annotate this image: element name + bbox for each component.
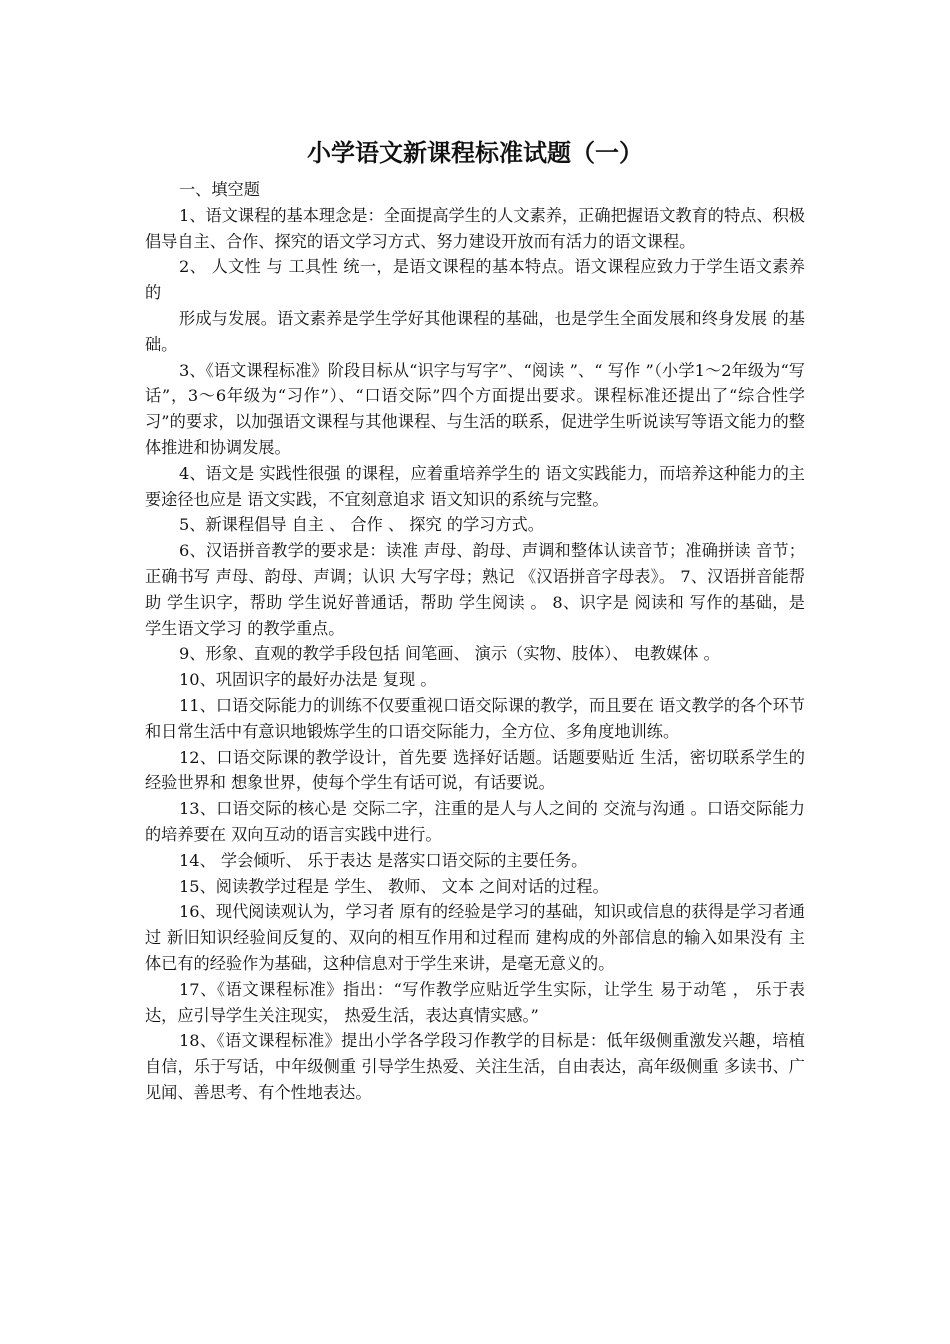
question-12: 12、口语交际课的教学设计，首先要 选择好话题。话题要贴近 生活，密切联系学生的 经验世界和 想象世界，使每个学生有话可说，有话要说。	[145, 747, 805, 793]
question-18: 18、《语文课程标准》提出小学各学段习作教学的目标是：低年级侧重激发兴趣，培植自信，乐于写话，中年级侧重 引导学生热爱、关注生活，自由表达，高年级侧重 多读书、广见闻、善思考、有个性地表达。	[145, 1031, 805, 1102]
question-14: 14、 学会倾听、 乐于表达 是落实口语交际的主要任务。	[179, 850, 588, 870]
question-9: 9、形象、直观的教学手段包括 间笔画、 演示（实物、肢体）、 电教媒体 。	[179, 644, 720, 664]
question-2-continued: 形成与发展。语文素养是学生学好其他课程的基础，也是学生全面发展和终身发展 的基础。	[145, 308, 805, 354]
question-3: 3、《语文课程标准》阶段目标从“识字与写字”、“阅读 ”、“ 写作 ”（小学1～2年级为“写话”，3～6年级为“习作”）、“口语交际”四个方面提出要求。课程标准还提出了“综合性学习”的要求，以加强语文课程与其他课程、与生活的联系，促进学生听说读写等语文能力的整体推进和协调发展。	[145, 360, 805, 457]
question-16: 16、现代阅读观认为，学习者 原有的经验是学习的基础，知识或信息的获得是学习者通过 新旧知识经验间反复的、双向的相互作用和过程而 建构成的外部信息的输入如果没有 主体已有的经验作为基础，这种信息对于学生来讲，是毫无意义的。	[145, 902, 805, 973]
question-17: 17、《语文课程标准》指出：“写作教学应贴近学生实际，让学生 易于动笔 ， 乐于表达，应引导学生关注现实， 热爱生活，表达真情实感。”	[145, 979, 805, 1025]
question-5: 5、新课程倡导 自主 、 合作 、 探究 的学习方式。	[179, 515, 544, 535]
question-15: 15、阅读教学过程是 学生、 教师、 文本 之间对话的过程。	[179, 876, 609, 896]
question-10: 10、巩固识字的最好办法是 复现 。	[179, 670, 437, 690]
document-title: 小学语文新课程标准试题（一）	[307, 138, 643, 167]
question-6-7-8: 6、汉语拼音教学的要求是：读准 声母、韵母、声调和整体认读音节；准确拼读 音节；正确书写 声母、韵母、声调；认识 大写字母；熟记 《汉语拼音字母表》。 7、汉语拼音能帮助 学生识字，帮助 学生说好普通话，帮助 学生阅读 。 8、识字是 阅读和 写作的基础，是 学生语文学习 的教学重点。	[145, 541, 805, 638]
document-body	[145, 137, 805, 1106]
question-11: 11、口语交际能力的训练不仅要重视口语交际课的教学，而且要在 语文教学的各个环节和日常生活中有意识地锻炼学生的口语交际能力，全方位、多角度地训练。	[145, 695, 805, 741]
question-13: 13、口语交际的核心是 交际二字，注重的是人与人之间的 交流与沟通 。口语交际能力的培养要在 双向互动的语言实践中进行。	[145, 799, 805, 844]
question-2: 2、 人文性 与 工具性 统一，是语文课程的基本特点。语文课程应致力于学生语文素养的	[145, 257, 805, 303]
question-1: 1、语文课程的基本理念是：全面提高学生的人文素养，正确把握语文教育的特点、积极倡导自主、合作、探究的语文学习方式、努力建设开放而有活力的语文课程。	[145, 205, 805, 251]
question-4: 4、语文是 实践性很强 的课程，应着重培养学生的 语文实践能力，而培养这种能力的主要途径也应是 语文实践，不宜刻意追求 语文知识的系统与完整。	[145, 463, 805, 509]
section-heading: 一、填空题	[179, 180, 260, 199]
